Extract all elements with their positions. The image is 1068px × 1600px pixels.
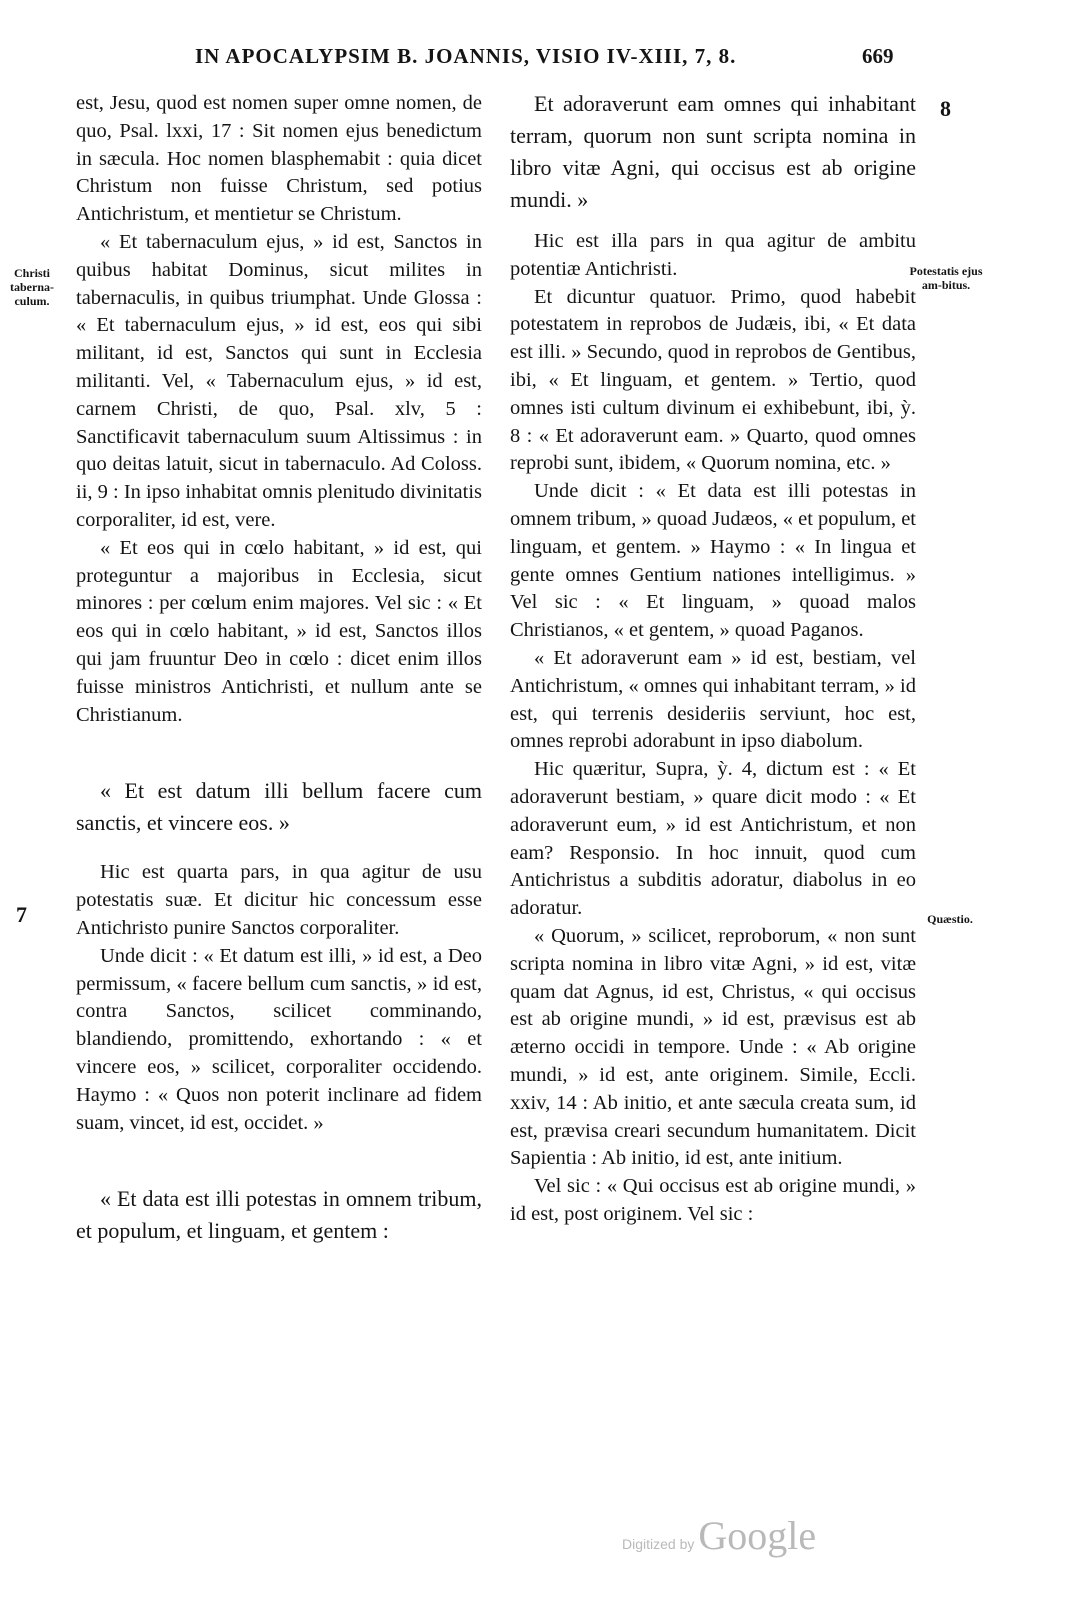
left-paragraph-5: Unde dicit : « Et datum est illi, » id est, a Deo permissum, « facere bellum cum sanctis, » id est, contra Sanctos, scilicet comminando, blandiendo, promittendo, exhortando : « et vincere eos, » scilicet, corporaliter occidendo. Haymo : « Quos non poterit inclinare ad fidem suam, vincet, id est, occidet. »	[76, 944, 482, 1134]
margin-note-quaestio: Quæstio.	[927, 912, 973, 926]
spacer	[76, 1137, 482, 1183]
left-column	[76, 90, 482, 1247]
verse-8-lemma-start: « Et data est illi potestas in omnem tribum, et populum, et linguam, et gentem :	[76, 1186, 482, 1244]
right-paragraph-4: « Et adoraverunt eam » id est, bestiam, vel Antichristum, « omnes qui inhabitant terram, » id est, qui terrenis desideriis serviunt, hoc est, omnes reprobi adorabunt in ipso diabolum.	[510, 646, 916, 753]
right-paragraph-7: Vel sic : « Qui occisus est ab origine mundi, » id est, post originem. Vel sic :	[510, 1175, 916, 1225]
running-head: IN APOCALYPSIM B. JOANNIS, VISIO IV-XIII, 7, 8.	[195, 44, 737, 68]
verse-number-8: 8	[940, 96, 951, 121]
spacer	[76, 729, 482, 775]
right-paragraph-5: Hic quæritur, Supra, ỳ. 4, dictum est : « Et adoraverunt bestiam, » quare dicit modo : « Et adoraverunt eum, » id est Antichristum, et non eam? Responsio. In hoc innuit, quod cum Antichristus a subditis adoratur, diabolus in eo adoratur.	[510, 758, 916, 920]
margin-note-christi: Christi taberna-culum.	[10, 266, 54, 308]
digitized-by-label: Digitized by	[622, 1536, 695, 1552]
google-logo: Google	[698, 1513, 817, 1558]
right-paragraph-3: Unde dicit : « Et data est illi potestas in omnem tribum, » quoad Judæos, « et populum, et linguam, et gentem. » Haymo : « In lingua et gente omnes Gentium nationes intelligimus. » Vel sic : « Et linguam, » quoad malos Christianos, « et gentem, » quoad Paganos.	[510, 480, 916, 642]
spacer	[76, 839, 482, 859]
margin-note-potestatis: Potestatis ejus am-bitus.	[909, 264, 983, 292]
left-paragraph-3: « Et eos qui in cœlo habitant, » id est, qui proteguntur a majoribus in Ecclesia, sicut minores : per cœlum enim majores. Vel sic : « Et eos qui in cœlo habitant, » id est, Sanctos illos qui jam fruuntur Deo in cœlo : dicet enim illos fuisse ministros Antichristi, et nullum ante se Christianum.	[76, 536, 482, 726]
verse-8-lemma-end: Et adoraverunt eam omnes qui inhabitant terram, quorum non sunt scripta nomina in libro vitæ Agni, qui occisus est ab origine mundi. »	[510, 91, 916, 212]
right-column	[510, 88, 916, 1229]
left-paragraph-2: « Et tabernaculum ejus, » id est, Sanctos in quibus habitat Dominus, sicut milites in tabernaculis, in quibus triumphat. Unde Glossa : « Et tabernaculum ejus, » id est, eos qui sibi militant, id est, Sanctos qui sunt in Ecclesia militanti. Vel, « Tabernaculum ejus, » id est, carnem Christi, de quo, Psal. xlv, 5 : Sanctificavit tabernaculum suum Altissimus : in quo deitas latuit, sicut in tabernaculo. Ad Coloss. ii, 9 : In ipso inhabitat omnis plenitudo divinitatis corporaliter, id est, vere.	[76, 230, 482, 531]
left-paragraph-4: Hic est quarta pars, in qua agitur de usu potestatis suæ. Et dicitur hic concessum esse Antichristo punire Sanctos corporaliter.	[76, 861, 482, 939]
left-paragraph-1: est, Jesu, quod est nomen super omne nomen, de quo, Psal. lxxi, 17 : Sit nomen ejus benedictum in sæcula. Hoc nomen blasphemabit : quia dicet Christum non fuisse Christum, sed potius Antichristum, et mentietur se Christum.	[76, 92, 482, 226]
right-paragraph-2: Et dicuntur quatuor. Primo, quod habebit potestatem in reprobos de Judæis, ibi, « Et data est illi. » Secundo, quod in reprobos de Gentibus, ibi, « Et linguam, et gentem. » Tertio, quod omnes isti cultum divinum ei exhibebunt, ibi, ỳ. 8 : « Et adoraverunt eam. » Quarto, quod omnes reprobi sunt, ibidem, « Quorum nomina, etc. »	[510, 285, 916, 475]
page-number: 669	[862, 44, 894, 68]
spacer	[510, 216, 916, 228]
right-paragraph-6: « Quorum, » scilicet, reproborum, « non sunt scripta nomina in libro vitæ Agni, » id est, vitæ quam dat Agnus, id est, Christus, « qui occisus est ab origine mundi, » id est, prævisus est ab æterno occidi in tempore. Unde : « Ab origine mundi, » id est, ante originem. Simile, Eccli. xxiv, 14 : Ab initio, et ante sæcula creata sum, id est, prævisa creari secundum humanitatem. Dicit Sapientia : Ab initio, id est, ante initium.	[510, 924, 916, 1170]
verse-7-lemma: « Et est datum illi bellum facere cum sanctis, et vincere eos. »	[76, 778, 482, 836]
digitized-by-google-watermark	[622, 1512, 816, 1559]
right-paragraph-1: Hic est illa pars in qua agitur de ambitu potentiæ Antichristi.	[510, 230, 916, 280]
verse-number-7: 7	[16, 902, 27, 927]
